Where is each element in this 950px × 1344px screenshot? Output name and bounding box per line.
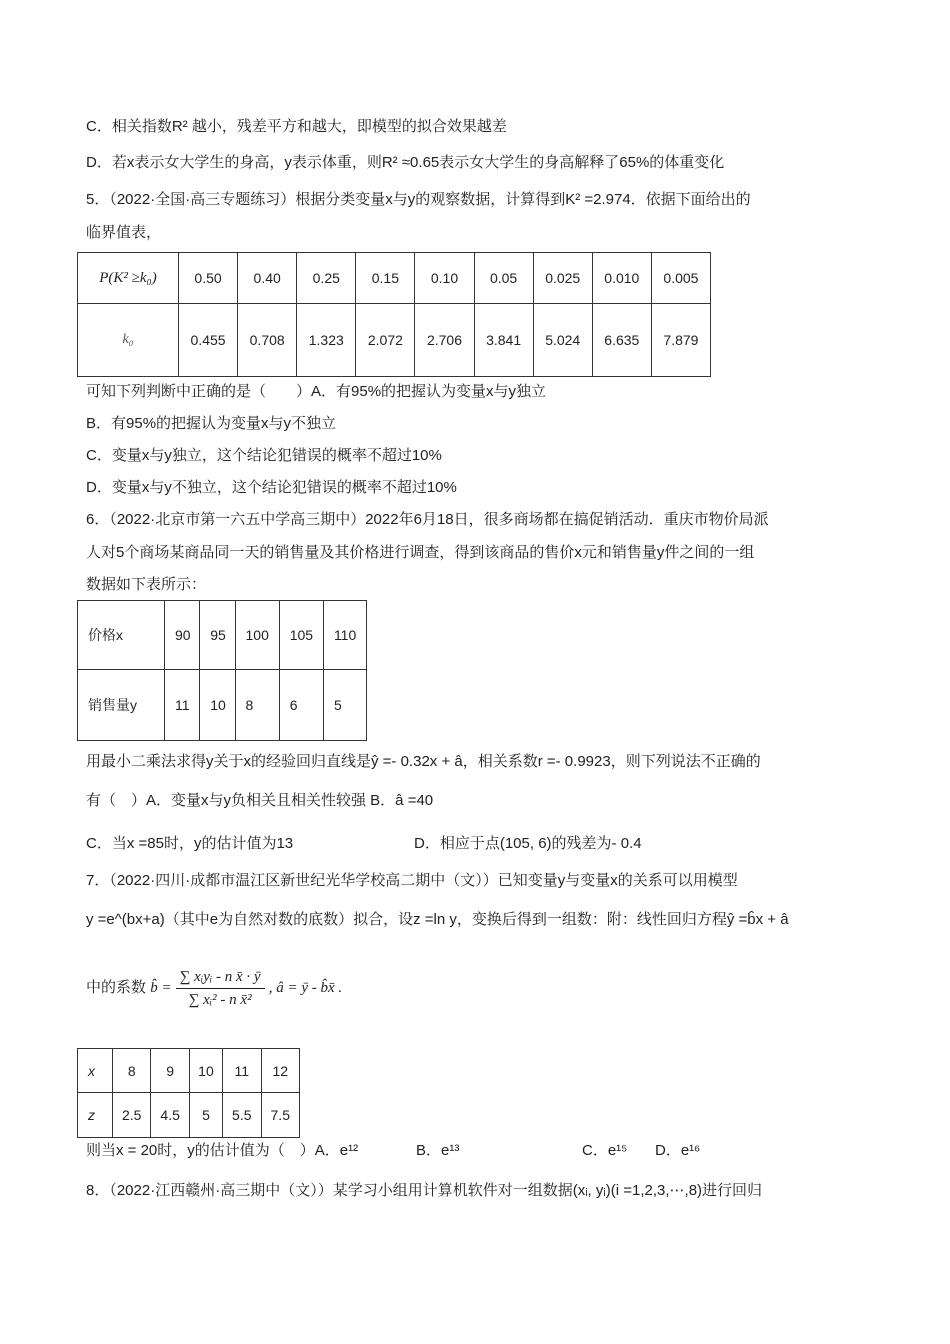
table-header-cell: z [78,1093,113,1138]
table-cell: 110 [323,601,366,670]
question-6-option-d: D．相应于点(105, 6)的残差为- 0.4 [414,835,642,852]
question-5-option-d: D．变量x与y不独立，这个结论犯错误的概率不超过10% [86,479,457,496]
question-8-stem: 8．（2022·江西赣州·高三期中（文））某学习小组用计算机软件对一组数据(xᵢ, yᵢ)(i =1,2,3,⋯,8)进行回归 [86,1182,763,1199]
table-cell: 2.706 [415,304,474,377]
table-row [78,601,367,670]
table-cell: 5.024 [533,304,592,377]
table-cell: 0.50 [179,253,238,304]
table-cell: 5 [323,670,366,741]
option-d-line: D．若x表示女大学生的身高，y表示体重，则R² ≈0.65表示女大学生的身高解释了65%的体重变化 [86,154,725,171]
table-cell: 0.010 [592,253,651,304]
formula-label: 中的系数 [86,979,147,996]
question-5-prompt: 可知下列判断中正确的是（ ）A．有95%的把握认为变量x与y独立 [86,383,547,400]
question-6-options-ab: 有（ ）A．变量x与y负相关且相关性较强 B．â =40 [86,792,434,809]
table-cell: 0.25 [297,253,356,304]
question-6-option-c: C．当x =85时，y的估计值为13 [86,835,294,852]
table-cell: 11 [223,1049,261,1093]
table-cell: 8 [235,670,279,741]
question-5-option-b: B．有95%的把握认为变量x与y不独立 [86,415,337,432]
table-row [78,670,367,741]
table-cell: 0.025 [533,253,592,304]
table-cell: 1.323 [297,304,356,377]
question-6-stem-cont: 数据如下表所示： [86,576,207,593]
price-sales-table [77,600,367,741]
fraction-denominator: ∑ xᵢ² - n x̄² [188,991,252,1008]
table-cell: 5 [189,1093,222,1138]
table-cell: 105 [279,601,323,670]
table-cell: 90 [165,601,200,670]
table-row [78,304,711,377]
table-header-cell: P(K² ≥k₀) [78,253,179,304]
question-5-stem: 5．（2022·全国·高三专题练习）根据分类变量x与y的观察数据，计算得到K² =2.974．依据下面给出的 [86,191,751,208]
table-cell: 100 [235,601,279,670]
question-6-stem: 6．（2022·北京市第一六五中学高三期中）2022年6月18日，很多商场都在搞促销活动．重庆市物价局派 [86,511,769,528]
a-hat-formula: , â = ȳ - b̂x̄ . [268,980,343,996]
fraction-numerator: ∑ xᵢyᵢ - n x̄ · ȳ [176,966,265,989]
question-7-stem: 7．（2022·四川·成都市温江区新世纪光华学校高二期中（文））已知变量y与变量x的关系可以用模型 [86,872,738,889]
table-cell: 8 [113,1049,151,1093]
question-6-stem-cont: 人对5个商场某商品同一天的销售量及其价格进行调查，得到该商品的售价x元和销售量y件之间的一组 [86,544,755,561]
table-cell: 0.05 [474,253,533,304]
table-row [78,1049,300,1093]
table-cell: 9 [151,1049,189,1093]
table-cell: 11 [165,670,200,741]
question-7-option-b: B．e¹³ [416,1142,460,1159]
question-7-option-d: D．e¹⁶ [655,1142,701,1159]
table-cell: 10 [200,670,235,741]
table-cell: 95 [200,601,235,670]
table-row [78,1093,300,1138]
table-cell: 2.5 [113,1093,151,1138]
table-cell: 0.708 [238,304,297,377]
table-cell: 0.455 [179,304,238,377]
question-7-formula-line [86,958,870,1018]
table-cell: 0.40 [238,253,297,304]
table-cell: 5.5 [223,1093,261,1138]
regression-fraction [176,966,265,1011]
table-cell: 7.879 [651,304,710,377]
table-row [78,253,711,304]
table-cell: 4.5 [151,1093,189,1138]
table-header-cell: 价格x [78,601,165,670]
table-header-cell: 销售量y [78,670,165,741]
question-7-model: y =e^(bx+a)（其中e为自然对数的底数）拟合，设z =ln y，变换后得到一组数：附：线性回归方程ŷ =b̂x + â [86,911,789,928]
question-5-option-c: C．变量x与y独立，这个结论犯错误的概率不超过10% [86,447,442,464]
table-header-cell: k₀ [78,304,179,377]
question-6-regression-line: 用最小二乘法求得y关于x的经验回归直线是ŷ =- 0.32x + â，相关系数r =- 0.9923，则下列说法不正确的 [86,753,761,770]
table-cell: 2.072 [356,304,415,377]
table-header-cell: x [78,1049,113,1093]
question-5-stem-cont: 临界值表， [86,224,162,241]
critical-value-table [77,252,711,377]
x-z-table [77,1048,300,1138]
table-cell: 12 [261,1049,300,1093]
question-7-prompt: 则当x = 20时，y的估计值为（ ）A．e¹² [86,1142,359,1159]
b-hat-label: b̂ = [150,980,172,996]
table-cell: 3.841 [474,304,533,377]
table-cell: 10 [189,1049,222,1093]
table-cell: 0.15 [356,253,415,304]
option-c-line: C．相关指数R² 越小，残差平方和越大，即模型的拟合效果越差 [86,118,507,135]
table-cell: 6.635 [592,304,651,377]
table-cell: 0.10 [415,253,474,304]
table-cell: 6 [279,670,323,741]
table-cell: 0.005 [651,253,710,304]
table-cell: 7.5 [261,1093,300,1138]
question-7-option-c: C．e¹⁵ [582,1142,628,1159]
